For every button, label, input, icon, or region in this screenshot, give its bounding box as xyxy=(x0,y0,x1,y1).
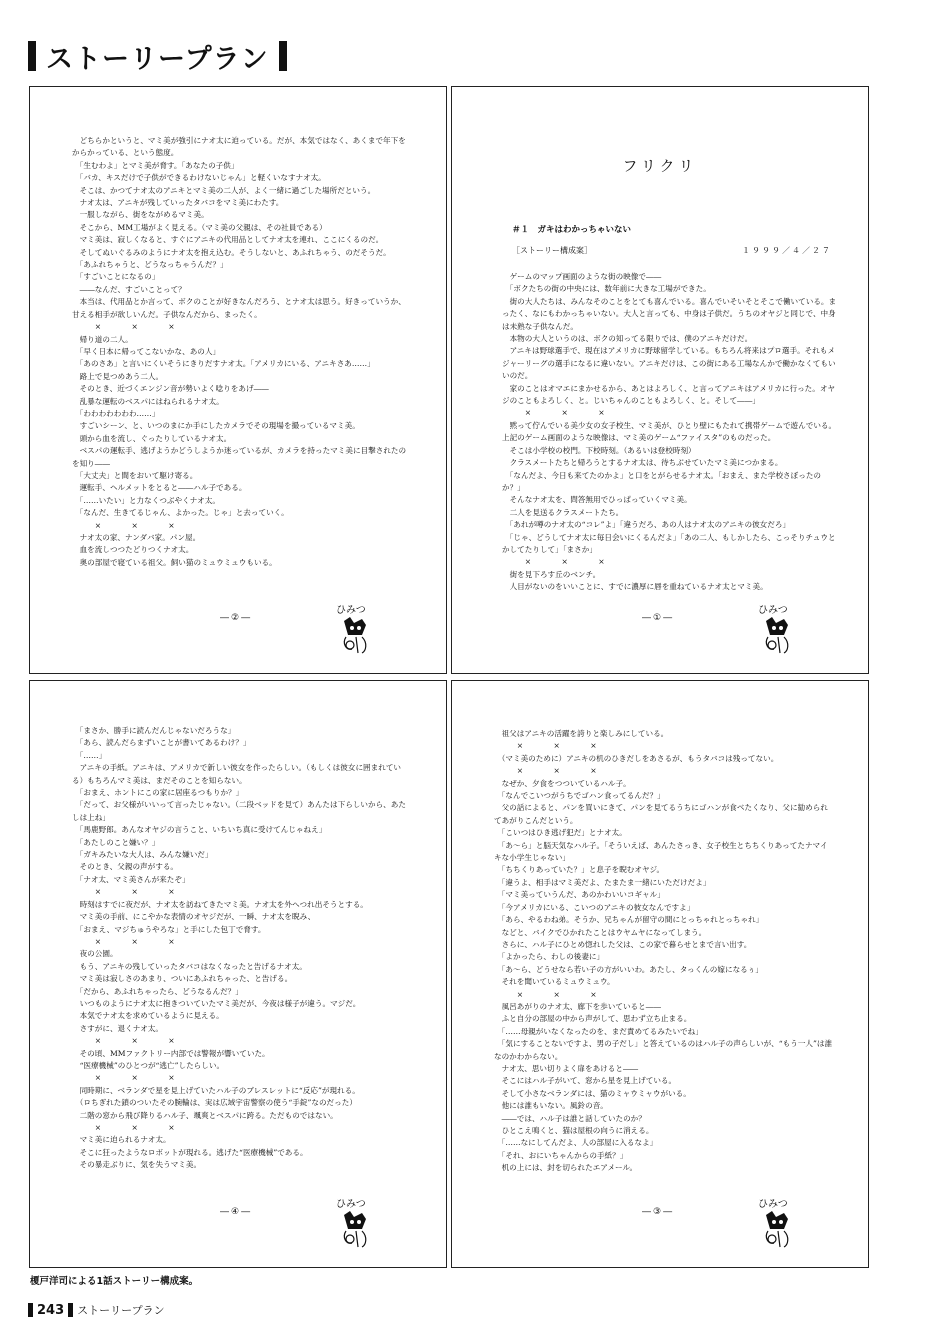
episode-heading: ＃１ ガキはわかっちゃいない xyxy=(512,225,632,235)
footer-bar xyxy=(28,1303,33,1317)
signature-doodle-icon xyxy=(332,601,382,659)
svg-text:ひみつ: ひみつ xyxy=(336,1199,366,1210)
manuscript-text: どちらかというと、マミ美が強引にナオ太に迫っている。だが、本気ではなく、あくまで年下をからかっている、という態度。 「生むわよ」とマミ美が脅す。「あなたの子供」 「バカ、キスだけで子供ができるわけないじゃん」と軽くいなすナオ太。 そこは、かつてナオ太のアニキとマミ美の二人が、よく一緒に過ごした場所だという。 ナオ太は、アニキが残していったタバコをマミ美にわたす。 一服しながら、街をながめるマミ美。 そこから、MM工場がよく見える。（マミ美の父親は、その社員である） マミ美は、寂しくなると、すぐにアニキの代用品としてナオ太を連れ、ここにくるのだ。 そしてぬいぐるみのようにナオ太を抱え込む。そうしないと、あふれちゃう、のだそうだ。 「あふれちゃうと、どうなっちゃうんだ？」 「すごいことになるの」 ――なんだ、すごいことって？ 本当は、代用品とか言って、ボクのことが好きなんだろう、とナオ太は思う。好きっていうか、甘える相手が欲しいんだ。子供なんだから、まったく。 × × × 帰り道の二人。 「早く日本に帰ってこないかな、あの人」 「あのさあ」と言いにくいそうにきりだすナオ太。「アメリカにいる、アニキさあ……」 路上で見つめあう二人。 そのとき、近づくエンジン音が勢いよく唸りをあげ―― 乱暴な運転のベスパにはねられるナオ太。 「わわわわわわわ……」 すごいシーン、と、いつのまにか手にしたカメラでその現場を撮っているマミ美。 頭から血を流し、ぐったりしているナオ太。 ベスパの運転手、逃げようかどうしようか迷っているが、カメラを持ったマミ美に目撃されたのを知り―― 「大丈夫」と間をおいて駆け寄る。 運転手、ヘルメットをとると――ハル子である。 「……いたい」と力なくつぶやくナオ太。 「なんだ、生きてるじゃん、よかった。じゃ」と去っていく。 × × × ナオ太の家、ナンダバ家。パン屋。 血を流しつつたどりつくナオ太。 奥の部屋で寝ている祖父。飼い猫のミュウミュウもいる。 xyxy=(72,136,407,567)
svg-text:ひみつ: ひみつ xyxy=(758,605,788,616)
manuscript-page-2 xyxy=(29,86,447,674)
signature-doodle-icon xyxy=(332,1195,382,1253)
page-header xyxy=(28,36,287,76)
signature-doodle-icon xyxy=(754,1195,804,1253)
footer-section-label: ストーリープラン xyxy=(77,1304,165,1317)
manuscript-page-4 xyxy=(29,680,447,1268)
page-number: ―④― xyxy=(220,1207,253,1217)
page-title: ストーリープラン xyxy=(46,43,269,75)
footer-bar xyxy=(68,1303,73,1317)
manuscript-page-3 xyxy=(451,680,869,1268)
manuscript-page-1 xyxy=(451,86,869,674)
svg-text:ひみつ: ひみつ xyxy=(336,605,366,616)
signature-doodle-icon xyxy=(754,601,804,659)
manuscript-title: フリクリ xyxy=(622,157,698,175)
document-date: １９９９／４／２７ xyxy=(742,246,832,255)
manuscript-text: 祖父はアニキの活躍を誇りと楽しみにしている。 × × × （マミ美のために）アニキの机のひきだしをあさるが、もうタバコは残ってない。 × × × なぜか、夕食をつついているハル子。 「なんでこいつがうちでゴハン食ってるんだ？」 父の話によると、パンを買いにきて、パンを見てるうちにゴハンが食べたくなり、父に勧められてあがりこんだという。 「こいつはひき逃げ犯だ」とナオ太。 「あ～ら」と脳天気なハル子。「そういえば、あんたさっき、女子校生とちちくりあってたナマイキな小学生じゃない」 「ちちくりあっていた？」と息子を睨むオヤジ。 「違うよ、相手はマミ美だよ、たまたま一緒にいただけだよ」 「マミ美っていうんだ、あのかわいいコギャル」 「今アメリカにいる、こいつのアニキの彼女なんですよ」 「あら、やるわね弟。そうか、兄ちゃんが留守の間にとっちゃれとっちゃれ」 などと、バイクでひかれたことはウヤムヤになってしまう。 さらに、ハル子にひとめ惚れした父は、この家で暮らせとまで言い出す。 「よかったら、わしの後妻に」 「あ～ら、どうせなら若い子の方がいいわ。あたし、タっくんの嫁になるぅ」 それを聞いているミュウミュウ。 × × × 風呂あがりのナオ太、廊下を歩いていると―― ふと自分の部屋の中から声がして、思わず立ち止まる。 「……母親がいなくなったのを、まだ責めてるみたいでね」 「気にすることないですよ、男の子だし」と答えているのはハル子の声らしいが、“もう一人”は誰なのかわからない。 ナオ太、思い切りよく扉をあけると―― そこにはハル子がいて、窓から星を見上げている。 そして小さなベランダには、猫のミャウミャウがいる。 他には誰もいない。風鈴の音。 ――では、ハル子は誰と話していたのか？ ひとこえ鳴くと、猫は屋根の向うに消える。 「……なにしてんだよ、人の部屋に入るなよ」 「それ、おにいちゃんからの手紙？」 机の上には、封を切られたエアメール。 xyxy=(494,729,833,1173)
page-number: ―①― xyxy=(642,613,675,623)
page-footer xyxy=(28,1302,165,1318)
page-number: ―③― xyxy=(642,1207,675,1217)
figure-caption: 榎戸洋司による1話ストーリー構成案。 xyxy=(30,1276,199,1287)
header-bracket-left xyxy=(28,41,36,71)
footer-page-number: 243 xyxy=(37,1302,65,1318)
manuscript-text: 「まさか、勝手に読んだんじゃないだろうな」 「あら、読んだらまずいことが書いてあるわけ？」 「……」 アニキの手紙。アニキは、アメリカで新しい彼女を作ったらしい。（もしくは彼女に囲まれている）もちろんマミ美は、まだそのことを知らない。 「おまえ、ホントにこの家に居座るつもりか？」 「だって、お父様がいいって言ったじゃない。（二段ベッドを見て）あんたは下らしいから、あたしは上ね」 「馬鹿野郎。あんなオヤジの言うこと、いちいち真に受けてんじゃねえ」 「あたしのこと嫌い？」 「ガキみたいな大人は、みんな嫌いだ」 そのとき、父親の声がする。 「ナオ太、マミ美さんが来たぞ」 × × × 時刻はすでに夜だが、ナオ太を訪ねてきたマミ美。ナオ太を外へつれ出そうとする。 マミ美の手前、にこやかな表情のオヤジだが、一瞬、ナオ太を睨み、 「おまえ、マジちゅうやろな」と手にした包丁で脅す。 × × × 夜の公園。 もう、アニキの残していったタバコはなくなったと告げるナオ太。 マミ美は寂しさのあまり、ついにあふれちゃった、と告げる。 「だから、あふれちゃったら、どうなるんだ？」 いつものようにナオ太に抱きついていたマミ美だが、今夜は様子が違う。マジだ。 本気でナオ太を求めているように見える。 さすがに、退くナオ太。 × × × その頃、MMファクトリー内部では警報が響いていた。 “医療機械”のひとつが“逃亡”したらしい。 × × × 同時期に、ベランダで星を見上げていたハル子のブレスレットに“反応”が現れる。 （ロちぎれた鎖のついたその腕輪は、実は広域宇宙警察の使う“手錠”なのだった） 二階の窓から飛び降りるハル子、颯爽とベスパに跨る。ただものではない。 × × × マミ美に迫られるナオ太。 そこに狂ったようなロボットが現れる。逃げた“医療機械”である。 その暴走ぶりに、気を失うマミ美。 xyxy=(72,726,406,1170)
manuscript-text: ゲームのマップ画面のような街の映像で―― 「ボクたちの街の中央には、数年前に大きな工場ができた。 街の大人たちは、みんなそのことをとても喜んでいる。喜んでいそいそとそこで働いている。まったく、なにもわかっちゃいない。大人と言っても、中身は子供だ。うちのオヤジと同じで、中身は未熟な子供なんだ。 本物の大人というのは、ボクの知ってる限りでは、僕のアニキだけだ。 アニキは野球選手で、現在はアメリカに野球留学している。もちろん将来はプロ選手。それもメジャーリーグの選手になるに違いない。アニキだけは、この街にある工場なんかで働かなくてもいいのだ。 家のことはオマエにまかせるから、あとはよろしく、と言ってアニキはアメリカに行った。オヤジのこともよろしく、と。じいちゃんのこともよろしく、と。そして――」 × × × 黙って佇んでいる美少女の女子校生、マミ美が、ひとり壁にもたれて携帯ゲームで遊んでいる。上記のゲーム画面のような映像は、マミ美のゲーム“ファイスタ”のものだった。 そこは小学校の校門。下校時刻。（あるいは登校時刻） クラスメートたちと帰ろうとするナオ太は、待ちぶせていたマミ美につかまる。 「なんだよ、今日も来てたのかよ」と口をとがらせるナオ太。「おまえ、また学校さぼったのか？」 そんなナオ太を、問答無用でひっぱっていくマミ美。 二人を見送るクラスメートたち。 「あれが噂のナオ太の“コレ”よ」「違うだろ、あの人はナオ太のアニキの彼女だろ」 「じゃ、どうしてナオ太に毎日会いにくるんだよ」「あの二人、もしかしたら、こっそりチュウとかしてたりして」「まさか」 × × × 街を見下ろす丘のベンチ。 人目がないのをいいことに、すでに濃厚に唇を重ねているナオ太とマミ美。 xyxy=(502,272,837,592)
document-type: ［ストーリー構成案］ xyxy=(512,246,592,255)
svg-text:ひみつ: ひみつ xyxy=(758,1199,788,1210)
header-bracket-right xyxy=(279,41,287,71)
page-number: ―②― xyxy=(220,613,253,623)
